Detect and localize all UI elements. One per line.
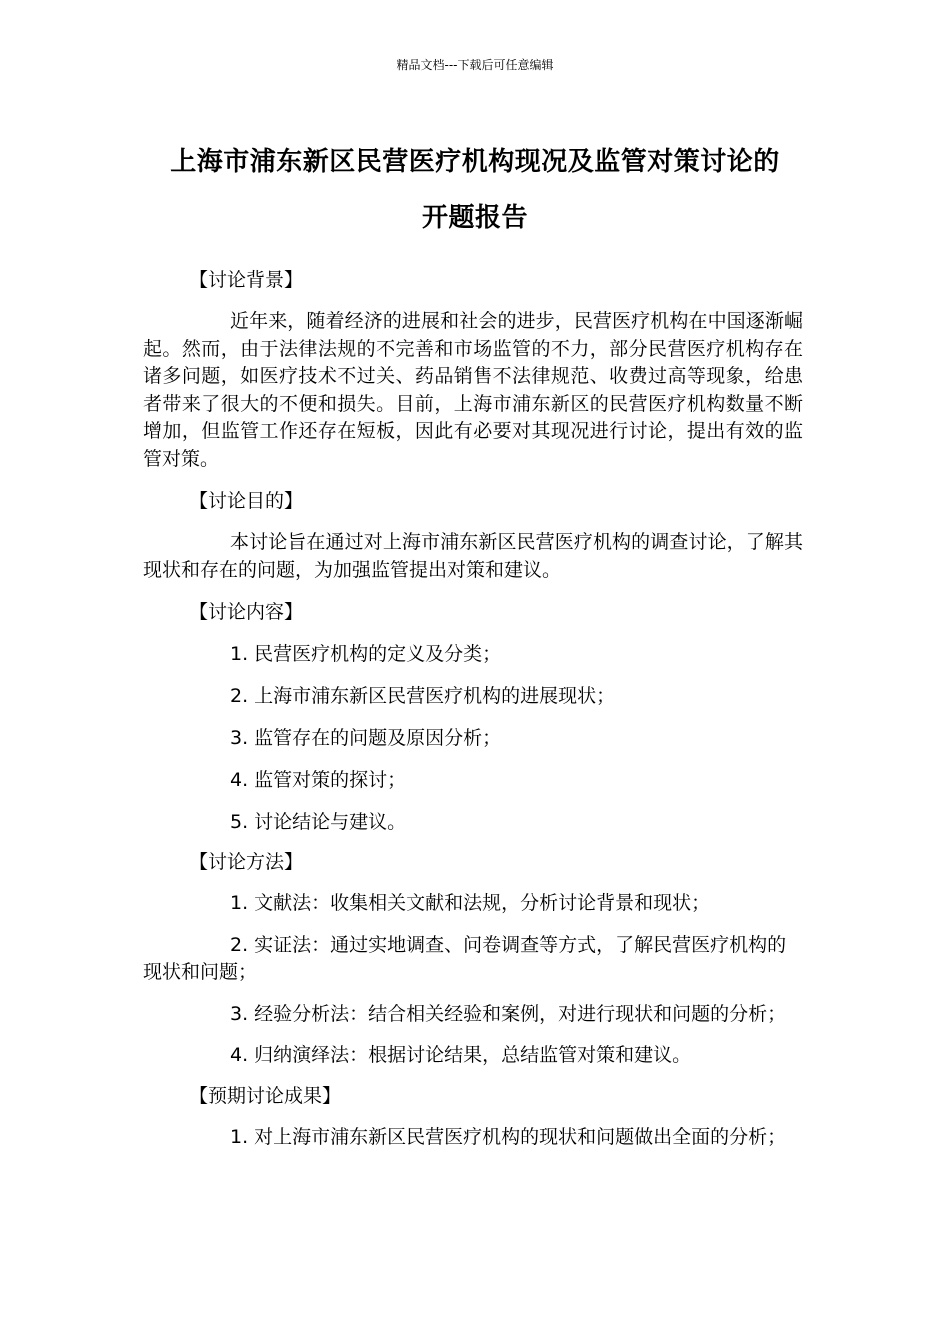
document-body [143,268,803,1165]
title-line-1: 上海市浦东新区民营医疗机构现况及监管对策讨论的 [170,147,780,177]
section-heading-methods: 【讨论方法】 [189,851,304,873]
content-item: 1. 民营医疗机构的定义及分类； [230,643,502,665]
content-item: 3. 监管存在的问题及原因分析； [230,727,502,749]
method-item: 1. 文献法：收集相关文献和法规，分析讨论背景和现状； [230,892,711,914]
method-item: 2. 实证法：通过实地调查、问卷调查等方式，了解民营医疗机构的现状和问题； [143,933,787,983]
section-heading-purpose: 【讨论目的】 [189,490,304,512]
content-item: 4. 监管对策的探讨； [230,769,407,791]
section-heading-outcomes: 【预期讨论成果】 [189,1084,342,1107]
purpose-paragraph: 本讨论旨在通过对上海市浦东新区民营医疗机构的调查讨论，了解其现状和存在的问题，为加强监管提出对策和建议。 [143,531,803,581]
page-header: 精品文档---下载后可任意编辑 [396,58,554,72]
method-item: 3. 经验分析法：结合相关经验和案例，对进行现状和问题的分析； [230,1002,787,1025]
content-item: 2. 上海市浦东新区民营医疗机构的进展现状； [230,685,616,707]
title-line-2: 开题报告 [421,203,528,233]
background-paragraph: 近年来，随着经济的进展和社会的进步，民营医疗机构在中国逐渐崛起。然而，由于法律法规的不完善和市场监管的不力，部分民营医疗机构存在诸多问题，如医疗技术不过关、药品销售不法律规范、收费过高等现象，给患者带来了很大的不便和损失。目前，上海市浦东新区的民营医疗机构数量不断增加，但监管工作还存在短板，因此有必要对其现况进行讨论，提出有效的监管对策。 [143,310,803,470]
content-item: 5. 讨论结论与建议。 [230,811,407,833]
section-heading-content: 【讨论内容】 [189,601,304,623]
document-title [135,134,815,246]
section-heading-background: 【讨论背景】 [189,269,304,291]
outcome-item: 1. 对上海市浦东新区民营医疗机构的现状和问题做出全面的分析； [230,1125,787,1148]
method-item: 4. 归纳演绎法：根据讨论结果，总结监管对策和建议。 [230,1044,692,1066]
